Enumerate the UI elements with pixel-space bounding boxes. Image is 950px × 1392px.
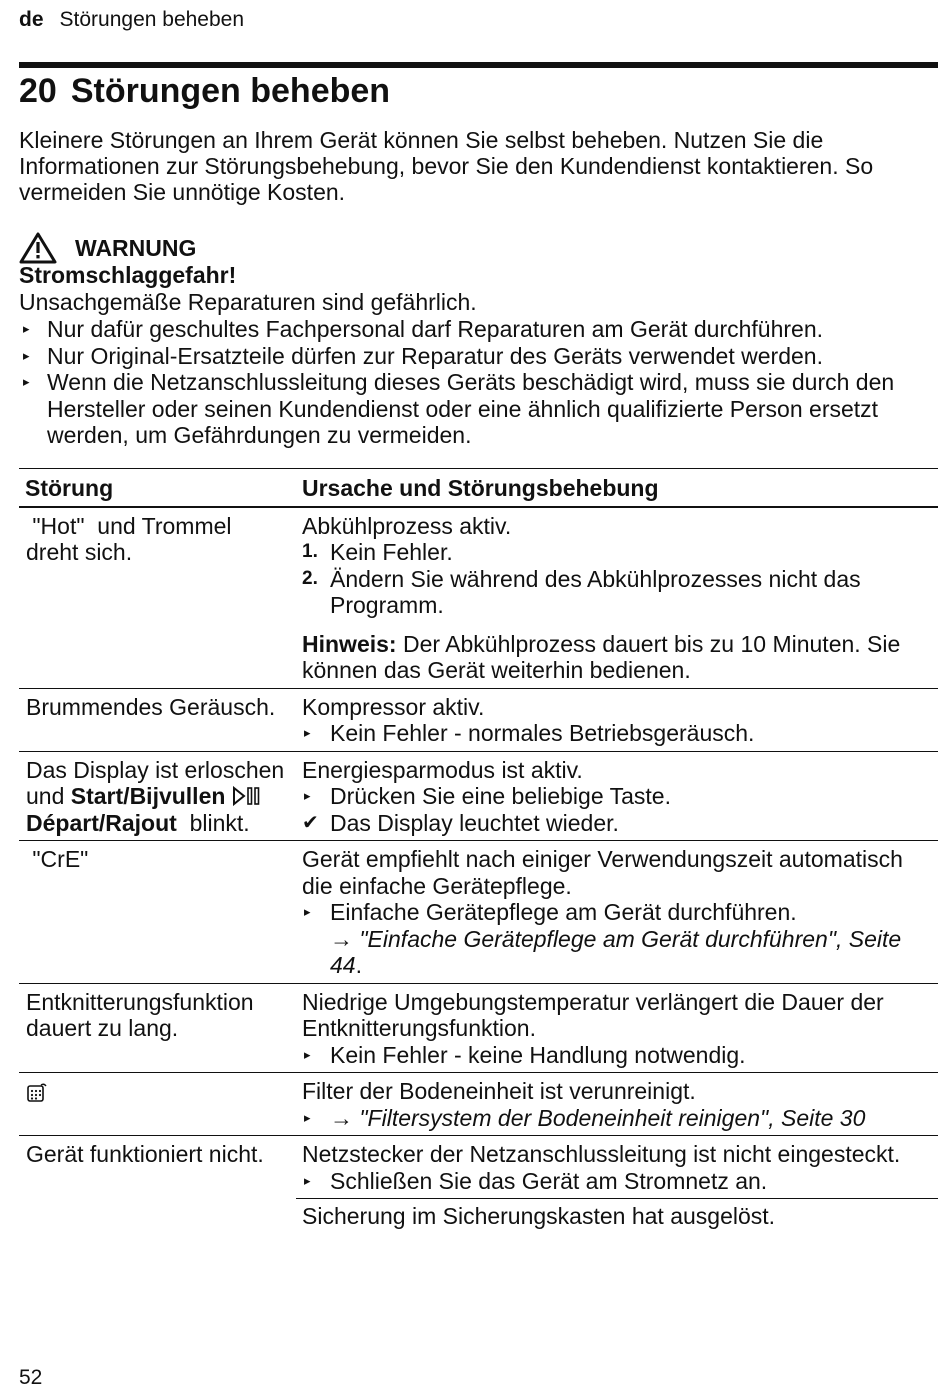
- fault-cell: "Hot" und Trommel dreht sich.: [19, 507, 296, 689]
- running-header: [19, 8, 244, 32]
- table-row: [19, 751, 938, 841]
- page-number: 52: [19, 1366, 43, 1389]
- warning-text: Unsachgemäße Reparaturen sind gefährlich.: [19, 289, 477, 315]
- cause-cell: Filter der Bodeneinheit ist verunreinigt. ▸ → "Filtersystem der Bodeneinheit reinigen", Seite 30: [296, 1073, 938, 1136]
- list-item: ▸ Wenn die Netzanschlussleitung dieses Geräts beschädigt wird, muss sie durch den Hersteller oder seinen Kundendienst oder eine ähnlich qualifizierte Person ersetzt werden, um Gefährdungen zu vermeiden.: [23, 369, 895, 448]
- chapter-title: Störungen beheben: [70, 72, 391, 110]
- fault-cell: Brummendes Geräusch.: [19, 688, 296, 751]
- table-row: [19, 983, 938, 1073]
- column-header-cause: Ursache und Störungsbehebung: [296, 469, 938, 507]
- bullet-icon: ▸: [304, 788, 311, 803]
- cause-cell: Netzstecker der Netzanschlussleitung ist nicht eingesteckt. ▸ Schließen Sie das Gerät am Stromnetz an.: [296, 1136, 938, 1199]
- column-header-fault: Störung: [19, 469, 296, 507]
- fault-cell: Gerät funktioniert nicht.: [26, 1141, 264, 1167]
- filter-icon: [26, 1082, 48, 1104]
- bullet-icon: ▸: [304, 1109, 311, 1125]
- chapter-number: 20: [19, 72, 57, 110]
- table-row: [19, 841, 938, 984]
- arrow-icon: →: [330, 925, 353, 952]
- fault-cell: Das Display ist erloschen und Start/Bijvullen Départ/Rajout blinkt.: [19, 751, 296, 841]
- warning-heading: [19, 232, 196, 264]
- bullet-icon: ▸: [23, 347, 30, 363]
- bullet-icon: ▸: [304, 725, 311, 740]
- note-label: Hinweis:: [302, 630, 397, 657]
- table-header-row: [19, 469, 938, 507]
- fault-cell: "CrE": [19, 841, 296, 984]
- language-code: de: [19, 8, 44, 31]
- intro-paragraph: Kleinere Störungen an Ihrem Gerät können Sie selbst beheben. Nutzen Sie die Informationen zur Störungsbehebung, bevor Sie den Kundendienst kontaktieren. So vermeiden Sie unnötige Kosten.: [19, 127, 874, 205]
- table-row: [19, 507, 938, 689]
- warning-bullets: [19, 316, 944, 449]
- cause-cell: Kompressor aktiv. ▸ Kein Fehler - normales Betriebsgeräusch.: [296, 688, 938, 751]
- warning-triangle-icon: [19, 232, 57, 264]
- bullet-icon: ▸: [304, 904, 311, 919]
- fault-cell: Entknitterungsfunktion dauert zu lang.: [19, 983, 296, 1073]
- header-rule: [19, 62, 938, 68]
- page-reference: "Einfache Gerätepflege am Gerät durchführen", Seite 44: [330, 925, 902, 978]
- check-icon: ✔: [302, 811, 319, 834]
- page-title: [19, 72, 390, 111]
- cause-cell: Energiesparmodus ist aktiv. ▸ Drücken Sie eine beliebige Taste. ✔ Das Display leuchtet wieder.: [296, 751, 938, 841]
- bullet-icon: ▸: [304, 1172, 311, 1188]
- warning-subtitle: Stromschlaggefahr!: [19, 262, 237, 288]
- header-section: Störungen beheben: [59, 8, 245, 31]
- cause-cell: Abkühlprozess aktiv. 1. Kein Fehler. 2. Ändern Sie während des Abkühlprozesses nicht das Programm. Hinweis: Der Abkühlprozess dauert bis zu 10 Minuten. Sie können das Gerät weiterhin bedienen.: [296, 507, 938, 689]
- start-pause-icon: [232, 786, 262, 806]
- page-reference: "Filtersystem der Bodeneinheit reinigen", Seite 30: [359, 1104, 866, 1131]
- cause-cell: Gerät empfiehlt nach einiger Verwendungszeit automatisch die einfache Gerätepflege. ▸ Einfache Gerätepflege am Gerät durchführen. → "Einfache Gerätepflege am Gerät durchführen", Seite 44.: [296, 841, 938, 984]
- fault-cell: [19, 1073, 296, 1136]
- cause-cell: Sicherung im Sicherungskasten hat ausgelöst.: [302, 1203, 776, 1229]
- table-row: [19, 1136, 938, 1199]
- arrow-icon: →: [330, 1104, 353, 1131]
- warning-label: WARNUNG: [75, 234, 197, 261]
- bullet-icon: ▸: [23, 321, 30, 336]
- list-item: ▸ Nur Original-Ersatzteile dürfen zur Reparatur des Geräts verwendet werden.: [23, 342, 823, 369]
- bullet-icon: ▸: [23, 374, 30, 389]
- table-row: [19, 688, 938, 751]
- bullet-icon: ▸: [304, 1046, 311, 1062]
- table-row: [19, 1073, 938, 1136]
- cause-cell: Niedrige Umgebungstemperatur verlängert die Dauer der Entknitterungsfunktion. ▸ Kein Fehler - keine Handlung notwendig.: [296, 983, 938, 1073]
- list-item: ▸ Nur dafür geschultes Fachpersonal darf Reparaturen am Gerät durchführen.: [23, 316, 824, 342]
- troubleshooting-table: [19, 468, 938, 1234]
